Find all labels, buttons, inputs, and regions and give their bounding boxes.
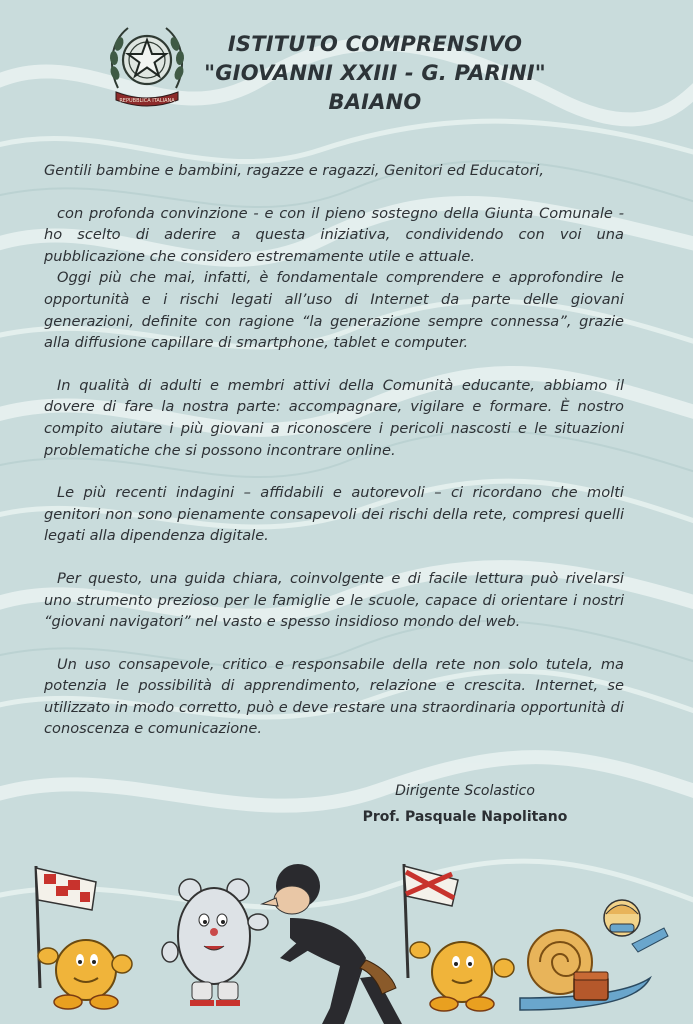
letter-greeting: Gentili bambine e bambini, ragazze e ragazzi, Genitori ed Educatori, xyxy=(44,162,544,179)
letter-paragraph-6: Un uso consapevole, critico e responsabile della rete non solo tutela, ma potenzia le possibilità di apprendimento, relazione e crescita. Internet, se utilizzato in modo corretto, può e deve restare una straordinaria opportunità di conoscenza e comunicazione. xyxy=(44,655,624,738)
ball-with-flag-icon xyxy=(36,866,132,1009)
school-header-line-2: "GIOVANNI XXIII - G. PARINI" xyxy=(204,61,546,85)
letter-paragraph-1: con profonda convinzione - e con il pieno sostegno della Giunta Comunale - ho scelto di aderire a questa iniziativa, condividendo con voi una pubblicazione che considero estremamente utile e attuale. xyxy=(44,204,624,265)
ball-with-flag-icon xyxy=(404,864,514,1011)
letter-paragraph-2: Oggi più che mai, infatti, è fondamentale comprendere e approfondire le opportunità e i rischi legati all’uso di Internet da parte delle giovani generazioni, definite con ragione “la generazione sempre connessa”, grazie alla diffusione capillare di smartphone, tablet e computer. xyxy=(44,269,624,352)
school-header xyxy=(195,30,555,117)
school-header-line-1: ISTITUTO COMPRENSIVO xyxy=(227,32,523,56)
signature-name: Prof. Pasquale Napolitano xyxy=(362,809,568,825)
letter-body xyxy=(44,160,624,740)
italian-republic-emblem-icon xyxy=(106,18,188,110)
signature-role: Dirigente Scolastico xyxy=(395,783,535,799)
mouse-icon xyxy=(162,879,268,1006)
school-header-line-3: BAIANO xyxy=(328,90,422,114)
cartoon-characters-illustration xyxy=(0,848,693,1024)
signature-block xyxy=(360,778,570,830)
letter-paragraph-5: Per questo, una guida chiara, coinvolgente e di facile lettura può rivelarsi uno strumento prezioso per le famiglie e le scuole, capace di orientare i nostri “giovani navigatori” nel vasto e spesso insidioso mondo del web. xyxy=(44,569,624,631)
letter-paragraph-4: Le più recenti indagini – affidabili e autorevoli – ci ricordano che molti genitori non sono pienamente consapevoli dei rischi della rete, compresi quelli legati alla dipendenza digitale. xyxy=(44,484,624,545)
emblem-ribbon-text: REPUBBLICA ITALIANA xyxy=(119,98,175,104)
letter-paragraph-3: In qualità di adulti e membri attivi della Comunità educante, abbiamo il dovere di fare la nostra parte: accompagnare, vigilare e formare. È nostro compito aiutare i più giovani a riconoscere i pericoli nascosti e le situazioni problematiche che si possono incontrare online. xyxy=(44,376,624,459)
snail-icon xyxy=(520,900,668,1010)
thief-icon xyxy=(262,864,402,1024)
